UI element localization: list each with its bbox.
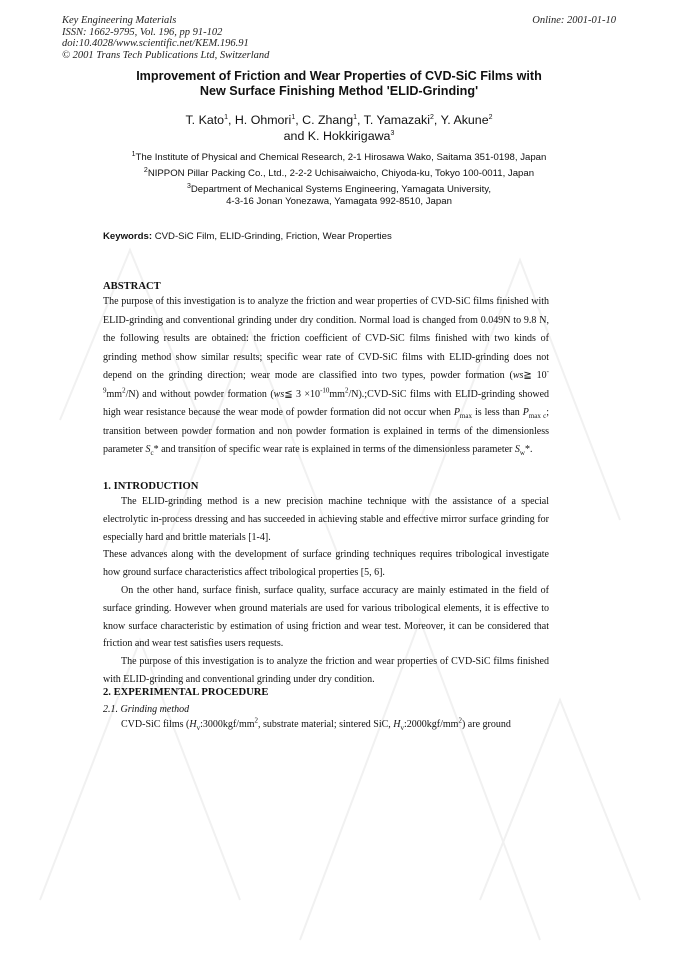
author-affiliation-mark: 2	[430, 113, 434, 121]
abstract-heading: ABSTRACT	[103, 281, 161, 292]
author-list	[80, 112, 598, 144]
journal-doi: doi:10.4028/www.scientific.net/KEM.196.91	[62, 38, 249, 50]
abstract-text	[103, 293, 549, 460]
procedure-part: :3000kgf/mm	[200, 719, 255, 730]
abstract-var: ws	[512, 370, 524, 381]
abstract-part: /N) and without powder formation (	[125, 388, 274, 400]
intro-paragraph: The ELID-grinding method is a new precision machine technique with the assistance of a special electrolytic in-process dressing and has succeeded in achieving stable and effective mirror surface grinding for especially hard and brittle materials [1-4].	[103, 496, 549, 543]
abstract-sup: 2	[344, 386, 349, 395]
abstract-sup: -10	[320, 386, 330, 395]
affiliation-text: The Institute of Physical and Chemical Research, 2-1 Hirosawa Wako, Saitama 351-0198, Japan	[135, 152, 547, 163]
abstract-var: S	[514, 444, 520, 455]
journal-header	[62, 15, 269, 61]
introduction-text	[103, 493, 549, 689]
author-name: T. Kato	[185, 113, 225, 127]
abstract-part: 3 ×10	[296, 388, 321, 400]
section-1-heading: 1. INTRODUCTION	[103, 481, 199, 492]
procedure-sub: v	[400, 724, 405, 732]
online-date: Online: 2001-01-10	[532, 15, 616, 26]
author-name: Y. Akune	[440, 113, 489, 127]
procedure-part: , substrate material; sintered SiC,	[258, 719, 394, 730]
title-line-2: New Surface Finishing Method 'ELID-Grinding'	[199, 84, 479, 98]
abstract-part: ≦	[284, 388, 293, 400]
procedure-var: H	[393, 719, 401, 730]
author-affiliation-mark: 1	[291, 113, 296, 121]
intro-paragraph: On the other hand, surface finish, surface quality, surface accuracy are mainly estimated in the field of surface grinding. However when ground materials are used for various tribological elements, it is effective to know surface characteristic by estimation of using friction and wear test. Moreover, it can be considered that friction and wear test satisfies users requests.	[103, 584, 549, 650]
author-affiliation-mark: 1	[224, 113, 228, 121]
abstract-part: /N).;CVD-SiC films with ELID-grinding showed high wear resistance because the wear mode of powder formation did not occur when	[103, 388, 550, 418]
procedure-sub: v	[196, 724, 201, 732]
affiliation-1	[80, 152, 598, 164]
keywords-text: CVD-SiC Film, ELID-Grinding, Friction, Wear Properties	[154, 231, 392, 242]
affiliation-text-line-2: 4-3-16 Jonan Yonezawa, Yamagata 992-8510, Japan	[226, 195, 452, 207]
affiliation-number: 3	[186, 182, 191, 190]
author-affiliation-mark: 1	[353, 113, 357, 121]
authors-and: and	[283, 129, 305, 143]
abstract-var: ws	[273, 388, 285, 400]
author-name: T. Yamazaki	[363, 113, 431, 127]
procedure-part: :2000kgf/mm	[404, 719, 459, 730]
procedure-text	[103, 716, 549, 735]
journal-issn: ISSN: 1662-9795, Vol. 196, pp 91-102	[62, 26, 223, 38]
abstract-part: is less than	[471, 407, 523, 418]
procedure-var: H	[189, 719, 197, 730]
section-2-heading: 2. EXPERIMENTAL PROCEDURE	[103, 687, 269, 698]
journal-copyright: © 2001 Trans Tech Publications Ltd, Switzerland	[62, 49, 270, 61]
title-line-1: Improvement of Friction and Wear Properties of CVD-SiC Films with	[136, 69, 542, 83]
author-affiliation-mark: 2	[488, 113, 493, 121]
author-affiliation-mark: 3	[390, 129, 395, 137]
affiliation-3	[80, 184, 598, 207]
abstract-sup: 2	[122, 386, 126, 395]
abstract-part: The purpose of this investigation is to analyze the friction and wear properties of CVD-SiC films finished with ELID-grinding and conventional grinding under dry condition. Normal load is changed from 0.049N to 9.8 N, the following results are obtained: the friction coefficient of CVD-SiC films finished with two kinds of grinding method show similar results; specific wear rate of CVD-SiC films with ELID-grinding does not depend on the grinding direction; wear mode are classified into two types, powder formation (	[103, 296, 549, 381]
affiliation-2	[80, 168, 598, 180]
abstract-var: P	[453, 407, 460, 418]
abstract-var: S	[145, 444, 151, 455]
affiliation-number: 2	[143, 166, 148, 174]
paper-title	[80, 69, 598, 99]
section-2-1-heading: 2.1. Grinding method	[103, 704, 190, 715]
abstract-sup: -9	[103, 367, 549, 395]
abstract-sub: max c	[528, 412, 547, 420]
intro-paragraph: The purpose of this investigation is to analyze the friction and wear properties of CVD-SiC films finished with ELID-grinding and conventional grinding under dry condition.	[103, 656, 549, 685]
affiliation-number: 1	[131, 150, 136, 158]
procedure-part: ) are ground	[461, 719, 511, 730]
intro-paragraph: These advances along with the development of surface grinding techniques requires tribological investigate how ground surface characteristics affect tribological properties [5, 6].	[103, 549, 549, 579]
abstract-part: ; transition between powder formation and non powder formation is explained in terms of the dimensionless parameter	[103, 407, 549, 455]
author-line-2	[80, 128, 598, 144]
abstract-part: * and transition of specific wear rate is explained in terms of the dimensionless parameter	[153, 444, 515, 455]
author-name: K. Hokkirigawa	[307, 129, 391, 143]
abstract-sub: w	[519, 449, 525, 457]
abstract-part: mm	[106, 388, 123, 400]
abstract-part: ≧ 10	[523, 370, 547, 381]
abstract-part: *.	[524, 444, 533, 455]
keywords	[103, 231, 392, 242]
procedure-sup: 2	[254, 716, 259, 725]
affiliation-text: NIPPON Pillar Packing Co., Ltd., 2-2-2 Uchisaiwaicho, Chiyoda-ku, Tokyo 100-0011, Japan	[147, 168, 535, 179]
abstract-var: P	[522, 407, 529, 418]
keywords-label: Keywords:	[103, 231, 153, 242]
affiliation-text: Department of Mechanical Systems Engineering, Yamagata University,	[190, 184, 492, 195]
author-name: H. Ohmori	[234, 113, 292, 127]
abstract-part: mm	[329, 388, 345, 400]
author-name: C. Zhang	[302, 113, 354, 127]
author-line-1: T. Kato$^1$, H. Ohmori$^1$, C. Zhang$^1$, T. Yamazaki$^2$, Y. Akune$^2$	[185, 113, 493, 127]
procedure-sup: 2	[458, 716, 462, 725]
abstract-sub: c	[150, 449, 154, 457]
abstract-sub: max	[459, 412, 472, 420]
journal-name: Key Engineering Materials	[62, 15, 177, 26]
procedure-part: CVD-SiC films (	[121, 719, 190, 730]
